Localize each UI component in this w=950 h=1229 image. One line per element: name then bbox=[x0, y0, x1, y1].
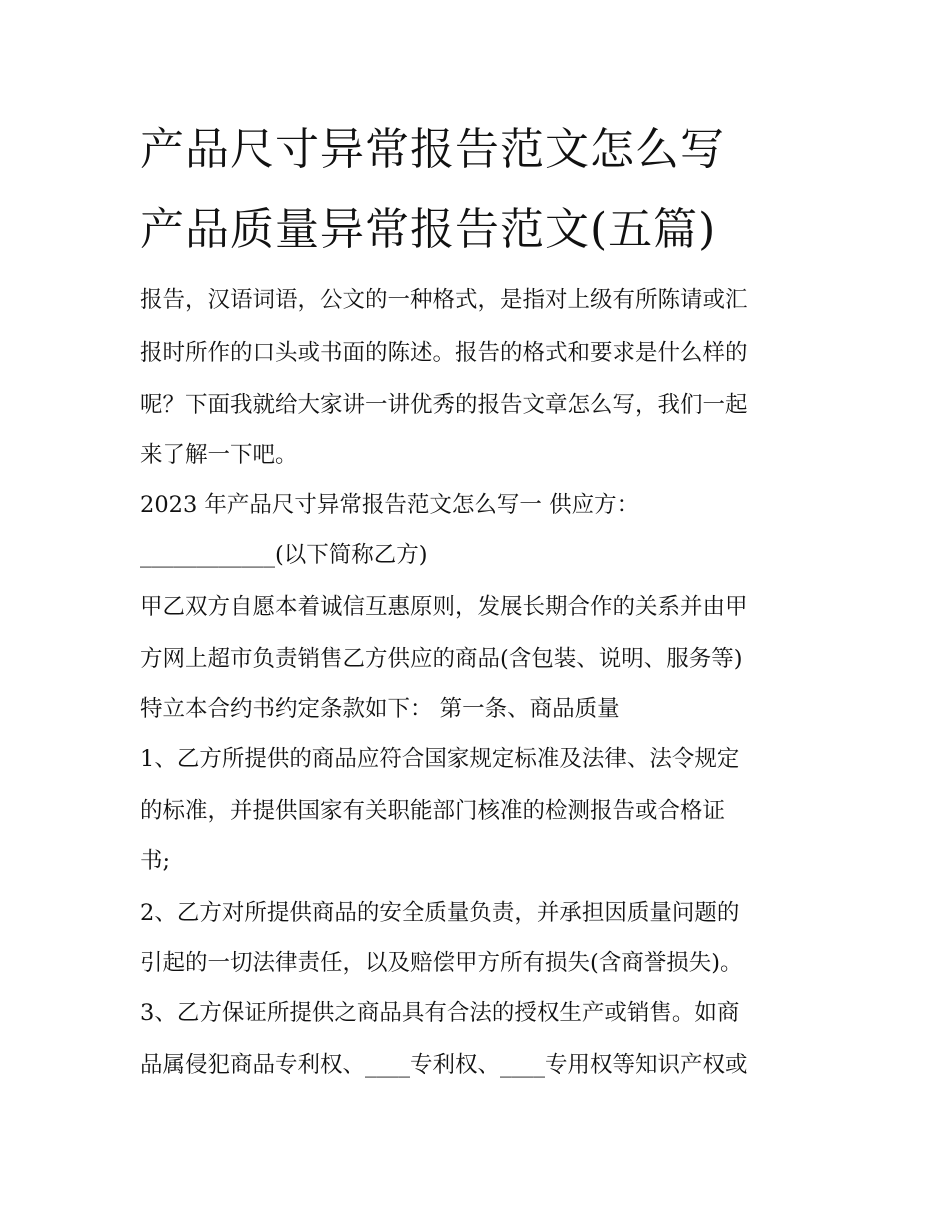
clause-3-line: 3、乙方保证所提供之商品具有合法的授权生产或销售。如商 bbox=[140, 1000, 740, 1026]
body-line: 来了解一下吧。 bbox=[140, 442, 298, 468]
body-line: 方网上超市负责销售乙方供应的商品(含包装、说明、服务等) bbox=[140, 646, 743, 672]
blank-field-line: ____________(以下简称乙方) bbox=[140, 542, 428, 568]
clause-2-line: 引起的一切法律责任，以及赔偿甲方所有损失(含商誉损失)。 bbox=[140, 950, 743, 976]
body-line: 特立本合约书约定条款如下： 第一条、商品质量 bbox=[140, 696, 620, 722]
document-title bbox=[140, 110, 840, 270]
body-line: 报时所作的口头或书面的陈述。报告的格式和要求是什么样的 bbox=[140, 340, 748, 366]
section-intro-line: 2023 年产品尺寸异常报告范文怎么写一 供应方： bbox=[140, 492, 640, 518]
title-line-2: 产品质量异常报告范文(五篇) bbox=[140, 204, 717, 255]
body-line: 报告，汉语词语，公文的一种格式，是指对上级有所陈请或汇 bbox=[140, 287, 748, 313]
clause-2-line: 2、乙方对所提供商品的安全质量负责，并承担因质量问题的 bbox=[140, 900, 740, 926]
clause-1-line: 1、乙方所提供的商品应符合国家规定标准及法律、法令规定 bbox=[140, 746, 740, 772]
title-line-1: 产品尺寸异常报告范文怎么写 bbox=[140, 124, 725, 175]
clause-1-line: 的标准，并提供国家有关职能部门核准的检测报告或合格证 bbox=[140, 798, 726, 824]
clause-1-line: 书; bbox=[140, 848, 171, 874]
body-line: 呢？下面我就给大家讲一讲优秀的报告文章怎么写，我们一起 bbox=[140, 392, 748, 418]
clause-3-line: 品属侵犯商品专利权、____专利权、____专用权等知识产权或 bbox=[140, 1052, 748, 1078]
body-line: 甲乙双方自愿本着诚信互惠原则，发展长期合作的关系并由甲 bbox=[140, 594, 748, 620]
